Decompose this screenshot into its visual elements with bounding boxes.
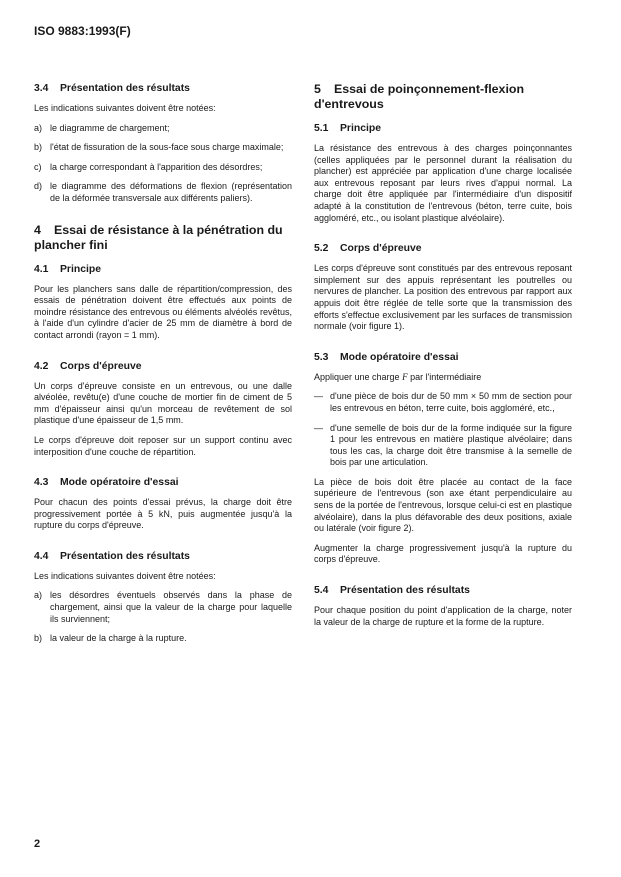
- list-item: — d'une semelle de bois dur de la forme indiquée sur la figure 1 pour les entrevous en matière plastique alvéolaire; dans tous les cas, la charge doit être transmise à la semelle de bois par une articulation.: [314, 422, 572, 468]
- paragraph: Les indications suivantes doivent être notées:: [34, 103, 216, 113]
- section-5-3-heading: [314, 351, 572, 364]
- paragraph: La résistance des entrevous à des charges poinçonnantes (celles appliquées par le personnel durant la réalisation du plancher) est appréciée par application d'une charge localisée aux entrevous reposant par leurs rives d'appui normal. La charge doit être appliquée par l'intermédiaire d'un dispositif adapté à la constitution de l'entrevous (béton, terre cuite, bois aggloméré, etc., ou isolant plastique alvéolaire).: [314, 143, 572, 223]
- force-symbol: F: [402, 371, 408, 382]
- left-column: [34, 82, 292, 653]
- paragraph: Le corps d'épreuve doit reposer sur un support continu avec interposition d'une couche de répartition.: [34, 434, 292, 457]
- list-item: a) le diagramme de chargement;: [34, 122, 170, 133]
- paragraph: Les corps d'épreuve sont constitués par des entrevous reposant simplement sur des appuis représentant les poutrelles ou nervures de plancher. La position des entrevous par rapport aux appuis doit être réglée de telle sorte que la transmission des efforts s'effectue exclusivement par les surfaces de transmission normale (voir figure 1).: [314, 263, 572, 332]
- results-list: [34, 123, 292, 205]
- page-number: 2: [34, 838, 41, 850]
- paragraph: Un corps d'épreuve consiste en un entrevous, ou une dalle alvéolée, revêtu(e) d'une couche de mortier fin de ciment de 5 mm d'épaisseur ainsi qu'un morceau de revêtement de sol plastique d'une épaisseur de 1,5 mm.: [34, 380, 292, 426]
- section-title: Présentation des résultats: [60, 83, 190, 94]
- page-header: ISO 9883:1993(F): [34, 24, 131, 38]
- section-number: 5.2: [314, 243, 329, 255]
- section-4-2-heading: [34, 360, 292, 373]
- paragraph: La pièce de bois doit être placée au contact de la face supérieure de l'entrevous (son axe étant perpendiculaire au sens de la portée de l'entrevous, lorsque celui-ci est en plastique alvéolaire), dans la plus défavorable des deux positions, axiale ou latérale (voir figure 2).: [314, 476, 572, 534]
- section-4-heading: [34, 223, 292, 253]
- section-5-heading: [314, 82, 572, 112]
- section-number: 4.2: [34, 360, 49, 372]
- section-5-1-heading: [314, 122, 572, 135]
- right-column: [314, 82, 572, 636]
- dash-list: [314, 391, 572, 469]
- paragraph: Les indications suivantes doivent être notées:: [34, 570, 216, 581]
- paragraph: Pour les planchers sans dalle de répartition/compression, des essais de pénétration doivent être effectués aux points de moindre résistance des entrevous ou éléments alvéolés revêtus, à l'aide d'un cylindre d'acier de 25 mm de diamètre à bord de contact arrondi (rayon = 1 mm).: [34, 283, 292, 340]
- section-title: Corps d'épreuve: [340, 243, 422, 255]
- list-item: a) les désordres éventuels observés dans la phase de chargement, ainsi que la valeur de la charge pour laquelle ils surviennent;: [34, 590, 292, 624]
- section-4-1-heading: [34, 263, 292, 276]
- paragraph: Pour chaque position du point d'application de la charge, noter la valeur de la charge de rupture et la forme de la rupture.: [314, 605, 572, 627]
- section-4-4-heading: [34, 550, 292, 563]
- results-list: [34, 590, 292, 644]
- section-title: Mode opératoire d'essai: [340, 351, 459, 363]
- section-number: 4.4: [34, 550, 49, 562]
- list-item: d) le diagramme des déformations de flexion (représentation de la déformée transversale aux différents paliers).: [34, 181, 292, 203]
- section-number: 5.3: [314, 351, 329, 363]
- section-title: Principe: [60, 263, 101, 275]
- section-title: Essai de résistance à la pénétration du plancher fini: [34, 222, 283, 252]
- list-item: — d'une pièce de bois dur de 50 mm × 50 mm de section pour les entrevous en béton, terre cuite, bois aggloméré, etc.,: [314, 391, 572, 413]
- section-number: 3.4: [34, 83, 49, 94]
- section-5-4-heading: [314, 584, 572, 597]
- list-item: b) la valeur de la charge à la rupture.: [34, 633, 187, 644]
- paragraph: Appliquer une charge F par l'intermédiaire: [314, 371, 482, 382]
- section-title: Présentation des résultats: [340, 585, 470, 597]
- section-4-3-heading: [34, 476, 292, 489]
- section-title: Corps d'épreuve: [60, 360, 142, 372]
- list-item: b) l'état de fissuration de la sous-face sous charge maximale;: [34, 142, 284, 153]
- section-title: Mode opératoire d'essai: [60, 477, 179, 489]
- section-5-2-heading: [314, 242, 572, 255]
- section-number: 5.1: [314, 123, 329, 134]
- section-title: Essai de poinçonnement-flexion d'entrevous: [314, 82, 525, 111]
- section-number: 4.3: [34, 477, 49, 489]
- section-number: 4: [34, 222, 41, 237]
- section-number: 5: [314, 82, 321, 96]
- section-title: Principe: [340, 123, 381, 134]
- section-3-4-heading: [34, 82, 292, 95]
- section-title: Présentation des résultats: [60, 550, 190, 562]
- section-number: 4.1: [34, 263, 49, 275]
- list-item: c) la charge correspondant à l'apparition des désordres;: [34, 161, 263, 172]
- paragraph: Pour chacun des points d'essai prévus, la charge doit être progressivement portée à 5 kN, puis augmentée jusqu'à la rupture du corps d'épreuve.: [34, 497, 292, 531]
- section-number: 5.4: [314, 585, 329, 597]
- paragraph: Augmenter la charge progressivement jusqu'à la rupture du corps d'épreuve.: [314, 542, 572, 565]
